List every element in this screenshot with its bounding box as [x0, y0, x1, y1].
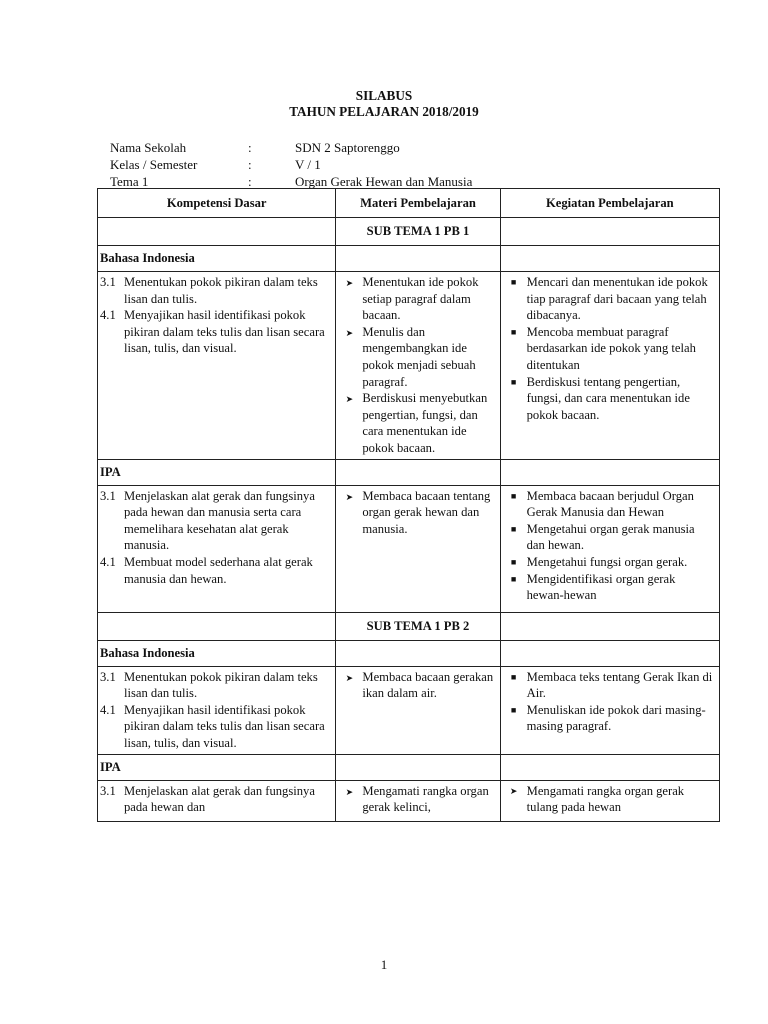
info-value: V / 1	[295, 157, 321, 172]
list-item	[336, 274, 495, 324]
materi-cell	[336, 780, 500, 821]
subject-row	[98, 459, 720, 485]
kd-item	[100, 488, 331, 554]
subtema-row	[98, 218, 720, 246]
kd-cell	[98, 272, 336, 460]
table-header-row	[98, 189, 720, 218]
empty-cell	[500, 612, 719, 640]
kegiatan-text: Mengamati rangka organ gerak tulang pada hewan	[526, 783, 685, 815]
materi-cell	[336, 485, 500, 612]
header-kegiatan: Kegiatan Pembelajaran	[500, 189, 719, 218]
header-materi: Materi Pembelajaran	[336, 189, 500, 218]
list-item	[336, 783, 495, 816]
list-item	[501, 488, 715, 521]
arrow-bullet-icon: ➤	[345, 394, 354, 405]
square-bullet-icon: ■	[510, 523, 517, 534]
kd-item	[100, 554, 331, 587]
list-item	[501, 571, 715, 604]
kd-number: 3.1	[100, 488, 116, 503]
square-bullet-icon: ■	[510, 376, 517, 387]
list-item	[501, 324, 715, 374]
subject-label: IPA	[98, 754, 336, 780]
empty-cell	[500, 459, 719, 485]
kd-text: Menyajikan hasil identifikasi pokok pikiran dalam teks tulis dan lisan secara lisan, tulis, dan visual.	[124, 702, 325, 751]
arrow-bullet-icon: ➤	[345, 786, 354, 797]
arrow-bullet-icon: ➤	[345, 491, 354, 502]
subject-label: IPA	[98, 459, 336, 485]
document-subtitle: TAHUN PELAJARAN 2018/2019	[289, 104, 479, 119]
info-colon: :	[248, 174, 252, 189]
info-colon: :	[248, 157, 252, 172]
square-bullet-icon: ■	[510, 573, 517, 584]
content-row	[98, 485, 720, 612]
kd-number: 3.1	[100, 783, 116, 798]
kegiatan-text: Mengidentifikasi organ gerak hewan-hewan	[526, 571, 676, 603]
kegiatan-cell	[500, 666, 719, 754]
info-label: Kelas / Semester	[110, 157, 198, 172]
kd-text: Membuat model sederhana alat gerak manusia dan hewan.	[124, 554, 313, 586]
empty-cell	[500, 246, 719, 272]
kegiatan-cell	[500, 485, 719, 612]
document-title: SILABUS	[355, 88, 413, 103]
kd-item	[100, 702, 331, 752]
square-bullet-icon: ■	[510, 326, 517, 337]
square-bullet-icon: ■	[510, 704, 517, 715]
subject-row	[98, 754, 720, 780]
syllabus-table	[97, 188, 720, 822]
info-row-school	[110, 139, 670, 156]
subtema-label: SUB TEMA 1 PB 2	[336, 612, 500, 640]
subject-label: Bahasa Indonesia	[98, 246, 336, 272]
kegiatan-text: Mengetahui fungsi organ gerak.	[526, 554, 688, 569]
list-item	[501, 702, 715, 735]
subject-row	[98, 246, 720, 272]
list-item	[501, 783, 715, 816]
empty-cell	[336, 246, 500, 272]
list-item	[501, 274, 715, 324]
info-value: Organ Gerak Hewan dan Manusia	[295, 174, 473, 189]
empty-cell	[336, 640, 500, 666]
materi-text: Berdiskusi menyebutkan pengertian, fungsi, dan cara menentukan ide pokok bacaan.	[362, 391, 488, 455]
kd-cell	[98, 780, 336, 821]
kegiatan-cell	[500, 272, 719, 460]
materi-cell	[336, 666, 500, 754]
materi-text: Membaca bacaan gerakan ikan dalam air.	[362, 669, 494, 701]
info-label: Tema 1	[110, 174, 149, 189]
arrow-bullet-icon: ➤	[509, 785, 518, 796]
empty-cell	[500, 754, 719, 780]
kd-cell	[98, 485, 336, 612]
list-item	[336, 488, 495, 538]
empty-cell	[98, 218, 336, 246]
empty-cell	[336, 459, 500, 485]
subject-row	[98, 640, 720, 666]
materi-cell	[336, 272, 500, 460]
subject-label: Bahasa Indonesia	[98, 640, 336, 666]
kd-number: 3.1	[100, 275, 116, 289]
info-label: Nama Sekolah	[110, 140, 187, 155]
list-item	[336, 324, 495, 390]
materi-text: Mengamati rangka organ gerak kelinci,	[362, 783, 489, 815]
empty-cell	[500, 640, 719, 666]
list-item	[501, 521, 715, 554]
kd-number: 4.1	[100, 702, 116, 717]
kd-text: Menentukan pokok pikiran dalam teks lisan dan tulis.	[124, 275, 318, 306]
materi-text: Menulis dan mengembangkan ide pokok menjadi sebuah paragraf.	[362, 324, 476, 389]
list-item	[336, 669, 495, 702]
square-bullet-icon: ■	[510, 277, 517, 287]
page-number: 1	[380, 957, 388, 972]
kd-item	[100, 669, 331, 702]
kegiatan-text: Membaca teks tentang Gerak Ikan di Air.	[526, 669, 713, 701]
kegiatan-text: Membaca bacaan berjudul Organ Gerak Manusia dan Hewan	[526, 488, 694, 520]
square-bullet-icon: ■	[510, 671, 517, 682]
info-colon: :	[248, 140, 252, 155]
kegiatan-cell	[500, 780, 719, 821]
info-value: SDN 2 Saptorenggo	[295, 140, 400, 155]
list-item	[501, 669, 715, 702]
kd-item	[100, 307, 331, 357]
empty-cell	[98, 612, 336, 640]
kd-text: Menyajikan hasil identifikasi pokok pikiran dalam teks tulis dan lisan secara lisan, tulis, dan visual.	[124, 308, 325, 356]
kegiatan-text: Mengetahui organ gerak manusia dan hewan.	[526, 521, 695, 553]
kegiatan-text: Mencoba membuat paragraf berdasarkan ide pokok yang telah ditentukan	[526, 324, 696, 372]
content-row	[98, 272, 720, 460]
arrow-bullet-icon: ➤	[345, 672, 354, 683]
kd-number: 3.1	[100, 669, 116, 684]
arrow-bullet-icon: ➤	[345, 327, 354, 338]
kd-item	[100, 274, 331, 307]
kd-text: Menjelaskan alat gerak dan fungsinya pada hewan dan manusia serta cara memelihara kesehatan alat gerak manusia.	[124, 488, 315, 553]
materi-text: Membaca bacaan tentang organ gerak hewan dan manusia.	[362, 488, 491, 536]
kegiatan-text: Menuliskan ide pokok dari masing-masing paragraf.	[526, 702, 706, 734]
materi-text: Menentukan ide pokok setiap paragraf dalam bacaan.	[362, 275, 479, 323]
kegiatan-text: Mencari dan menentukan ide pokok tiap paragraf dari bacaan yang telah dibacanya.	[526, 275, 708, 323]
list-item	[501, 554, 715, 571]
empty-cell	[500, 218, 719, 246]
square-bullet-icon: ■	[510, 556, 517, 567]
kd-text: Menentukan pokok pikiran dalam teks lisan dan tulis.	[124, 669, 318, 701]
kd-cell	[98, 666, 336, 754]
header-kompetensi-dasar: Kompetensi Dasar	[98, 189, 336, 218]
list-item	[336, 390, 495, 456]
square-bullet-icon: ■	[510, 490, 517, 501]
kd-item	[100, 783, 331, 816]
subtema-row	[98, 612, 720, 640]
empty-cell	[336, 754, 500, 780]
content-row	[98, 666, 720, 754]
info-row-class	[110, 156, 670, 173]
identity-block	[110, 139, 670, 190]
kegiatan-text: Berdiskusi tentang pengertian, fungsi, dan cara menentukan ide pokok bacaan.	[526, 374, 690, 422]
kd-number: 4.1	[100, 308, 116, 323]
subtema-label: SUB TEMA 1 PB 1	[336, 218, 500, 246]
kd-number: 4.1	[100, 554, 116, 569]
content-row	[98, 780, 720, 821]
list-item	[501, 374, 715, 424]
arrow-bullet-icon: ➤	[345, 278, 354, 288]
kd-text: Menjelaskan alat gerak dan fungsinya pada hewan dan	[124, 783, 315, 815]
